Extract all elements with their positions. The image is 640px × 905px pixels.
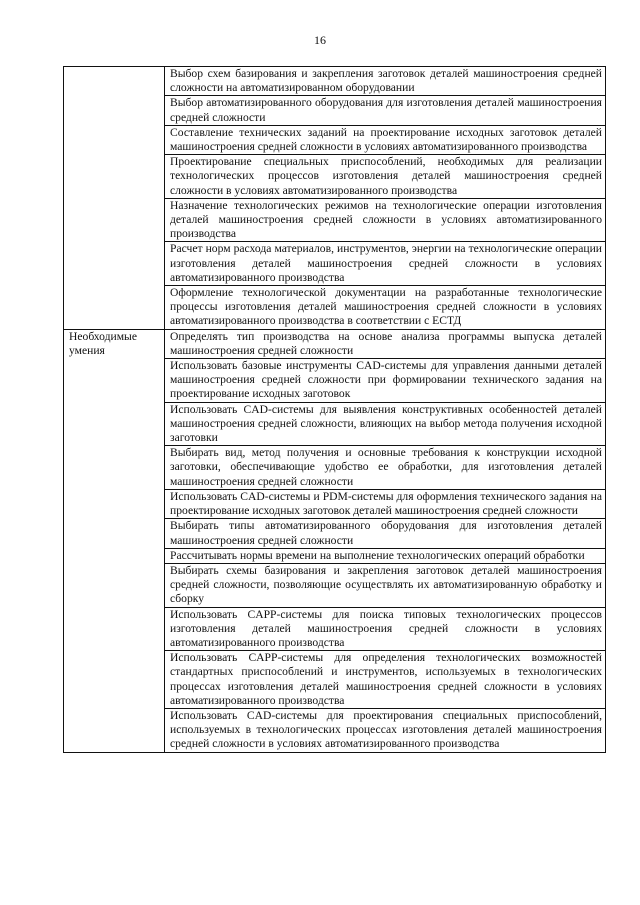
table-cell: Рассчитывать нормы времени на выполнение технологических операций обработки — [165, 548, 606, 563]
table-cell: Использовать CAD-системы для проектирования специальных приспособлений, используемых в технологических процессах изготовления деталей машиностроения средней сложности в условиях автоматизированного производства — [165, 708, 606, 752]
table-cell: Выбирать схемы базирования и закрепления заготовок деталей машиностроения средней сложности, позволяющие осуществлять их автоматизированную обработку и сборку — [165, 563, 606, 607]
table-cell: Использовать CAD-системы для выявления конструктивных особенностей деталей машиностроения средней сложности, влияющих на выбор метода получения исходной заготовки — [165, 402, 606, 446]
skills-label-cell: Необходимые умения — [64, 329, 165, 752]
table-cell: Назначение технологических режимов на технологические операции изготовления деталей машиностроения средней сложности в условиях автоматизированного производства — [165, 198, 606, 242]
table-row — [64, 67, 606, 96]
table-cell: Проектирование специальных приспособлений, необходимых для реализации технологических процессов изготовления деталей машиностроения средней сложности в условиях автоматизированного производства — [165, 155, 606, 199]
table-cell: Оформление технологической документации на разработанные технологические процессы изготовления деталей машиностроения средней сложности в условиях автоматизированного производства в соответствии с ЕСТД — [165, 286, 606, 330]
table-row — [64, 329, 606, 358]
table-cell: Выбор схем базирования и закрепления заготовок деталей машиностроения средней сложности на автоматизированном оборудовании — [165, 67, 606, 96]
table-cell: Определять тип производства на основе анализа программы выпуска деталей машиностроения средней сложности — [165, 329, 606, 358]
table-cell: Составление технических заданий на проектирование исходных заготовок деталей машиностроения средней сложности в условиях автоматизированного производства — [165, 125, 606, 154]
table-cell: Выбирать вид, метод получения и основные требования к конструкции исходной заготовки, обеспечивающие удобство ее обработки, для изготовления деталей машиностроения средней сложности — [165, 446, 606, 490]
table-cell: Расчет норм расхода материалов, инструментов, энергии на технологические операции изготовления деталей машиностроения средней сложности в условиях автоматизированного производства — [165, 242, 606, 286]
table-cell: Выбор автоматизированного оборудования для изготовления деталей машиностроения средней сложности — [165, 96, 606, 125]
table-cell: Использовать CAPP-системы для определения технологических возможностей стандартных приспособлений и инструментов, используемых в технологических процессах изготовления деталей машиностроения средней сложности в условиях автоматизированного производства — [165, 651, 606, 709]
table-cell: Выбирать типы автоматизированного оборудования для изготовления деталей машиностроения средней сложности — [165, 519, 606, 548]
table-cell: Использовать CAPP-системы для поиска типовых технологических процессов изготовления деталей машиностроения средней сложности в условиях автоматизированного производства — [165, 607, 606, 651]
page-number: 16 — [314, 33, 326, 47]
actions-label-cell — [64, 67, 165, 330]
table-cell: Использовать базовые инструменты CAD-системы для управления данными деталей машиностроения средней сложности при формировании технического задания на проектирование исходных заготовок — [165, 359, 606, 403]
table-cell: Использовать CAD-системы и PDM-системы для оформления технического задания на проектирование исходных заготовок деталей машиностроения средней сложности — [165, 489, 606, 518]
requirements-table — [63, 66, 606, 753]
